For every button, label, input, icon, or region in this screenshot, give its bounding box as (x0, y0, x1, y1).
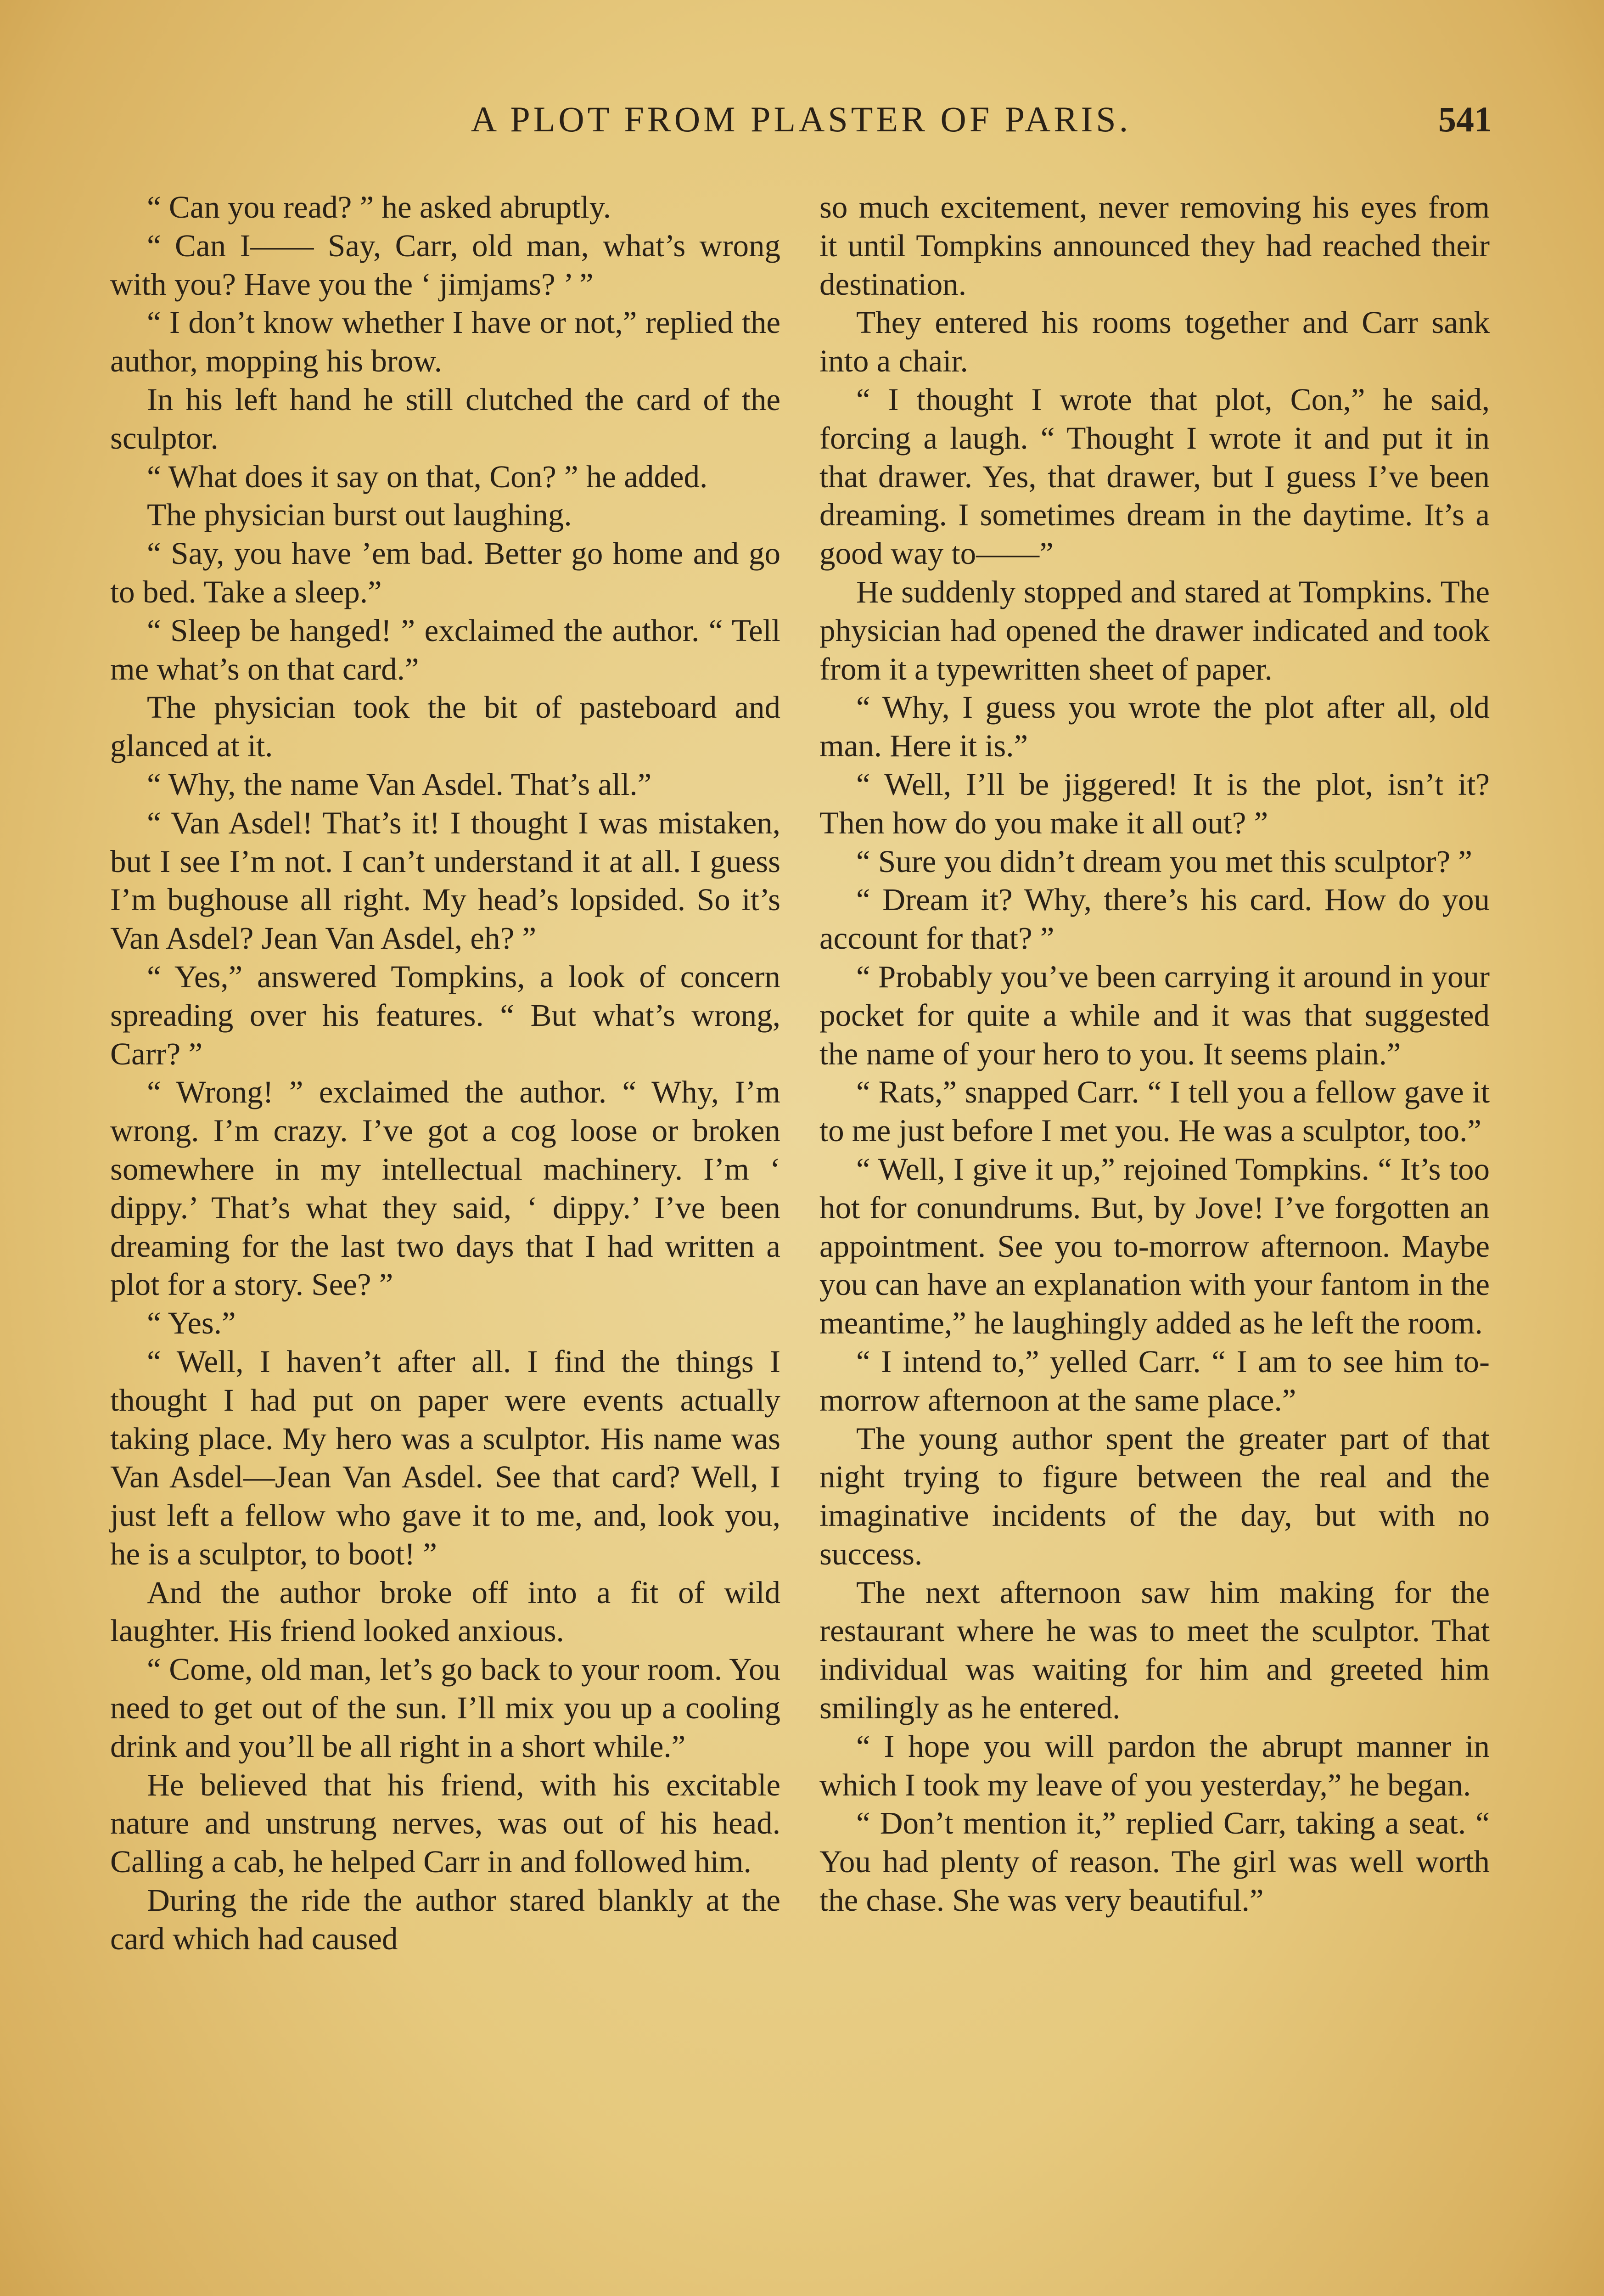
continuation-paragraph: so much excitement, never removing his eyes from it until Tompkins announced they had reached their destination. (819, 190, 1490, 302)
paragraph: “ Yes.” (147, 1306, 236, 1341)
paragraph: “ Yes,” answered Tompkins, a look of concern spreading over his features. “ But what’s wrong, Carr? ” (110, 959, 780, 1071)
paragraph: They entered his rooms together and Carr sank into a chair. (819, 305, 1490, 379)
paragraph: “ Can you read? ” he asked abruptly. (147, 190, 611, 225)
paragraph: “ Sure you didn’t dream you met this sculptor? ” (856, 844, 1473, 879)
paragraph: He suddenly stopped and stared at Tompkins. The physician had opened the drawer indicated and took from it a typewritten sheet of paper. (819, 574, 1490, 687)
running-head: A PLOT FROM PLASTER OF PARIS. (471, 99, 1132, 139)
left-column (110, 188, 780, 1958)
paragraph: “ Come, old man, let’s go back to your room. You need to get out of the sun. I’ll mix you up a cooling drink and you’ll be all right in a short while.” (110, 1652, 780, 1764)
paragraph: “ Wrong! ” exclaimed the author. “ Why, I’m wrong. I’m crazy. I’ve got a cog loose or broken somewhere in my intellectual machinery. I’m ‘ dippy.’ That’s what they said, ‘ dippy.’ I’ve been dreaming for the last two days that I had written a plot for a story. See? ” (110, 1075, 780, 1302)
paragraph: “ I thought I wrote that plot, Con,” he said, forcing a laugh. “ Thought I wrote it and put it in that drawer. Yes, that drawer, but I guess I’ve been dreaming. I sometimes dream in the daytime. It’s a good way to——” (819, 382, 1490, 571)
paragraph: The young author spent the greater part of that night trying to figure between the real and the imaginative incidents of the day, but with no success. (819, 1421, 1490, 1571)
page-header (110, 99, 1492, 149)
paragraph: He believed that his friend, with his excitable nature and unstrung nerves, was out of his head. Calling a cab, he helped Carr in and followed him. (110, 1767, 780, 1880)
paragraph: “ Van Asdel! That’s it! I thought I was mistaken, but I see I’m not. I can’t understand it at all. I guess I’m bughouse all right. My head’s lopsided. So it’s Van Asdel? Jean Van Asdel, eh? ” (110, 805, 780, 956)
page-number: 541 (1438, 99, 1492, 139)
paragraph: “ Can I—— Say, Carr, old man, what’s wrong with you? Have you the ‘ jimjams? ’ ” (110, 228, 780, 302)
paragraph: “ Why, I guess you wrote the plot after all, old man. Here it is.” (819, 690, 1490, 764)
paragraph: “ Rats,” snapped Carr. “ I tell you a fellow gave it to me just before I met you. He was a sculptor, too.” (819, 1075, 1490, 1148)
paragraph: “ What does it say on that, Con? ” he added. (147, 459, 708, 494)
paragraph: “ Don’t mention it,” replied Carr, taking a seat. “ You had plenty of reason. The girl was well worth the chase. She was very beautiful.” (819, 1806, 1490, 1918)
paragraph: “ Well, I haven’t after all. I find the things I thought I had put on paper were events actually taking place. My hero was a sculptor. His name was Van Asdel—Jean Van Asdel. See that card? Well, I just left a fellow who gave it to me, and, look you, he is a sculptor, to boot! ” (110, 1344, 780, 1571)
paragraph: The physician burst out laughing. (147, 497, 572, 533)
paragraph: “ Well, I’ll be jiggered! It is the plot, isn’t it? Then how do you make it all out? ” (819, 766, 1490, 840)
paragraph: “ Sleep be hanged! ” exclaimed the author. “ Tell me what’s on that card.” (110, 613, 780, 687)
paragraph: And the author broke off into a fit of wild laughter. His friend looked anxious. (110, 1575, 780, 1649)
paragraph: “ Why, the name Van Asdel. That’s all.” (147, 766, 652, 802)
paragraph: “ I don’t know whether I have or not,” replied the author, mopping his brow. (110, 305, 780, 379)
paragraph: “ I intend to,” yelled Carr. “ I am to see him to-morrow afternoon at the same place.” (819, 1344, 1490, 1418)
paragraph: The next afternoon saw him making for the restaurant where he was to meet the sculptor. That individual was waiting for him and greeted him smilingly as he entered. (819, 1575, 1490, 1726)
paragraph: “ Probably you’ve been carrying it around in your pocket for quite a while and it was that suggested the name of your hero to you. It seems plain.” (819, 959, 1490, 1071)
paragraph: In his left hand he still clutched the card of the sculptor. (110, 382, 780, 456)
paragraph: “ Dream it? Why, there’s his card. How do you account for that? ” (819, 882, 1490, 956)
paragraph: The physician took the bit of pasteboard and glanced at it. (110, 690, 780, 764)
paragraph: “ Say, you have ’em bad. Better go home and go to bed. Take a sleep.” (110, 536, 780, 609)
right-column (819, 188, 1490, 1920)
paragraph: “ Well, I give it up,” rejoined Tompkins. “ It’s too hot for conundrums. But, by Jove! I’ve forgotten an appointment. See you to-morrow afternoon. Maybe you can have an explanation with your fantom in the meantime,” he laughingly added as he left the room. (819, 1151, 1490, 1341)
paragraph: “ I hope you will pardon the abrupt manner in which I took my leave of you yesterday,” he began. (819, 1728, 1490, 1802)
paragraph: During the ride the author stared blankly at the card which had caused (110, 1883, 780, 1956)
